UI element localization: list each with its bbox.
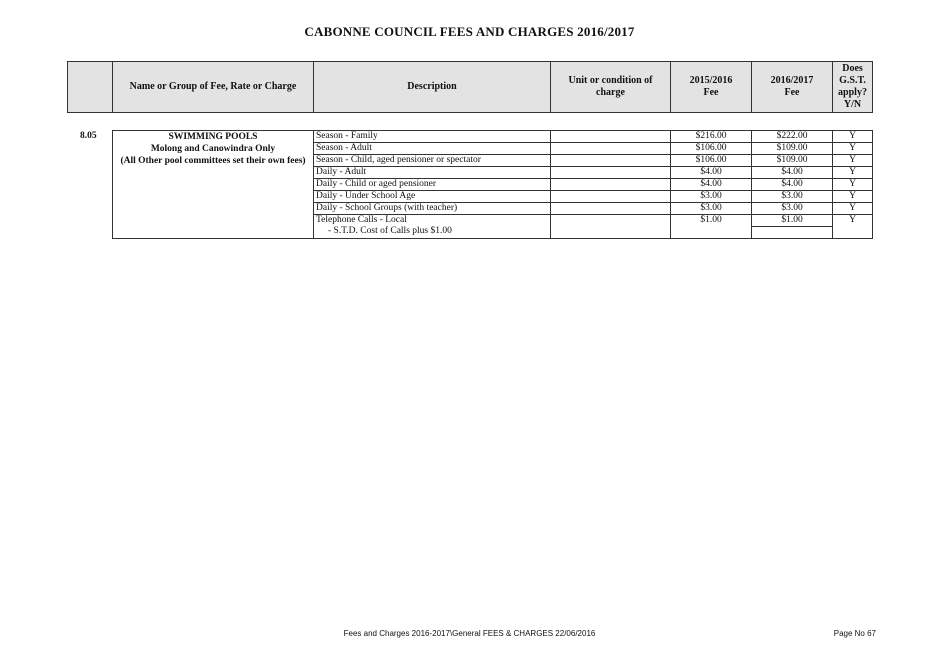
fee-2015-cell: $3.00: [671, 191, 752, 203]
page-title: CABONNE COUNCIL FEES AND CHARGES 2016/2017: [304, 24, 635, 39]
fee-2016-cell: $1.00: [752, 215, 833, 227]
fee-2015-cell: $3.00: [671, 203, 752, 215]
header-gst: Does G.S.T. apply? Y/N: [833, 62, 873, 113]
gst-cell: Y: [833, 167, 873, 179]
fee-2016-cell: $222.00: [752, 131, 833, 143]
unit-cell: [551, 215, 671, 239]
section-name-line: SWIMMING POOLS: [168, 132, 258, 142]
gst-cell: Y: [833, 155, 873, 167]
fee-2016-cell: $109.00: [752, 143, 833, 155]
description-extra-text: - S.T.D. Cost of Calls plus $1.00: [328, 226, 452, 236]
fee-2015-cell: $4.00: [671, 167, 752, 179]
fee-2015-cell: $4.00: [671, 179, 752, 191]
gst-cell: Y: [833, 131, 873, 143]
description-cell: Daily - Child or aged pensioner: [314, 179, 551, 191]
description-cell: [314, 215, 551, 239]
gst-cell: Y: [833, 191, 873, 203]
fee-2015-cell: $1.00: [671, 215, 752, 227]
gst-cell: Y: [833, 215, 873, 239]
unit-cell: [551, 155, 671, 167]
description-text: Telephone Calls - Local: [316, 215, 407, 225]
description-cell: Daily - School Groups (with teacher): [314, 203, 551, 215]
section-name-line: (All Other pool committees set their own fees): [120, 156, 306, 166]
fee-2016-cell: $4.00: [752, 179, 833, 191]
gst-cell: Y: [833, 143, 873, 155]
section-name-line: Molong and Canowindra Only: [150, 144, 276, 154]
gst-cell: Y: [833, 203, 873, 215]
unit-cell: [551, 131, 671, 143]
fee-2016-cell: $3.00: [752, 203, 833, 215]
unit-cell: [551, 143, 671, 155]
header-name-group: Name or Group of Fee, Rate or Charge: [113, 62, 314, 113]
fee-2016-empty-cell: [752, 227, 833, 239]
fee-2015-cell: $216.00: [671, 131, 752, 143]
unit-cell: [551, 191, 671, 203]
column-header-table: [67, 61, 873, 113]
gst-cell: Y: [833, 179, 873, 191]
description-cell: Daily - Under School Age: [314, 191, 551, 203]
fees-table: [112, 130, 873, 239]
header-unit: Unit or condition of charge: [551, 62, 671, 113]
description-cell: Season - Family: [314, 131, 551, 143]
footer-page-number: Page No 67: [833, 629, 876, 638]
fee-2015-cell: $106.00: [671, 155, 752, 167]
description-cell: Season - Child, aged pensioner or spectator: [314, 155, 551, 167]
section-name-cell: [113, 131, 314, 239]
fee-2015-cell: $106.00: [671, 143, 752, 155]
unit-cell: [551, 179, 671, 191]
section-code: 8.05: [80, 131, 97, 141]
header-description: Description: [314, 62, 551, 113]
table-row: [113, 131, 873, 143]
fee-2016-cell: $4.00: [752, 167, 833, 179]
description-cell: Daily - Adult: [314, 167, 551, 179]
header-code-cell: [68, 62, 113, 113]
header-fee-2016: 2016/2017 Fee: [752, 62, 833, 113]
fee-2015-empty-cell: [671, 227, 752, 239]
description-cell: Season - Adult: [314, 143, 551, 155]
fee-2016-cell: $109.00: [752, 155, 833, 167]
header-fee-2015: 2015/2016 Fee: [671, 62, 752, 113]
unit-cell: [551, 167, 671, 179]
fee-2016-cell: $3.00: [752, 191, 833, 203]
footer-path: Fees and Charges 2016-2017\General FEES & CHARGES 22/06/2016: [343, 629, 596, 638]
unit-cell: [551, 203, 671, 215]
